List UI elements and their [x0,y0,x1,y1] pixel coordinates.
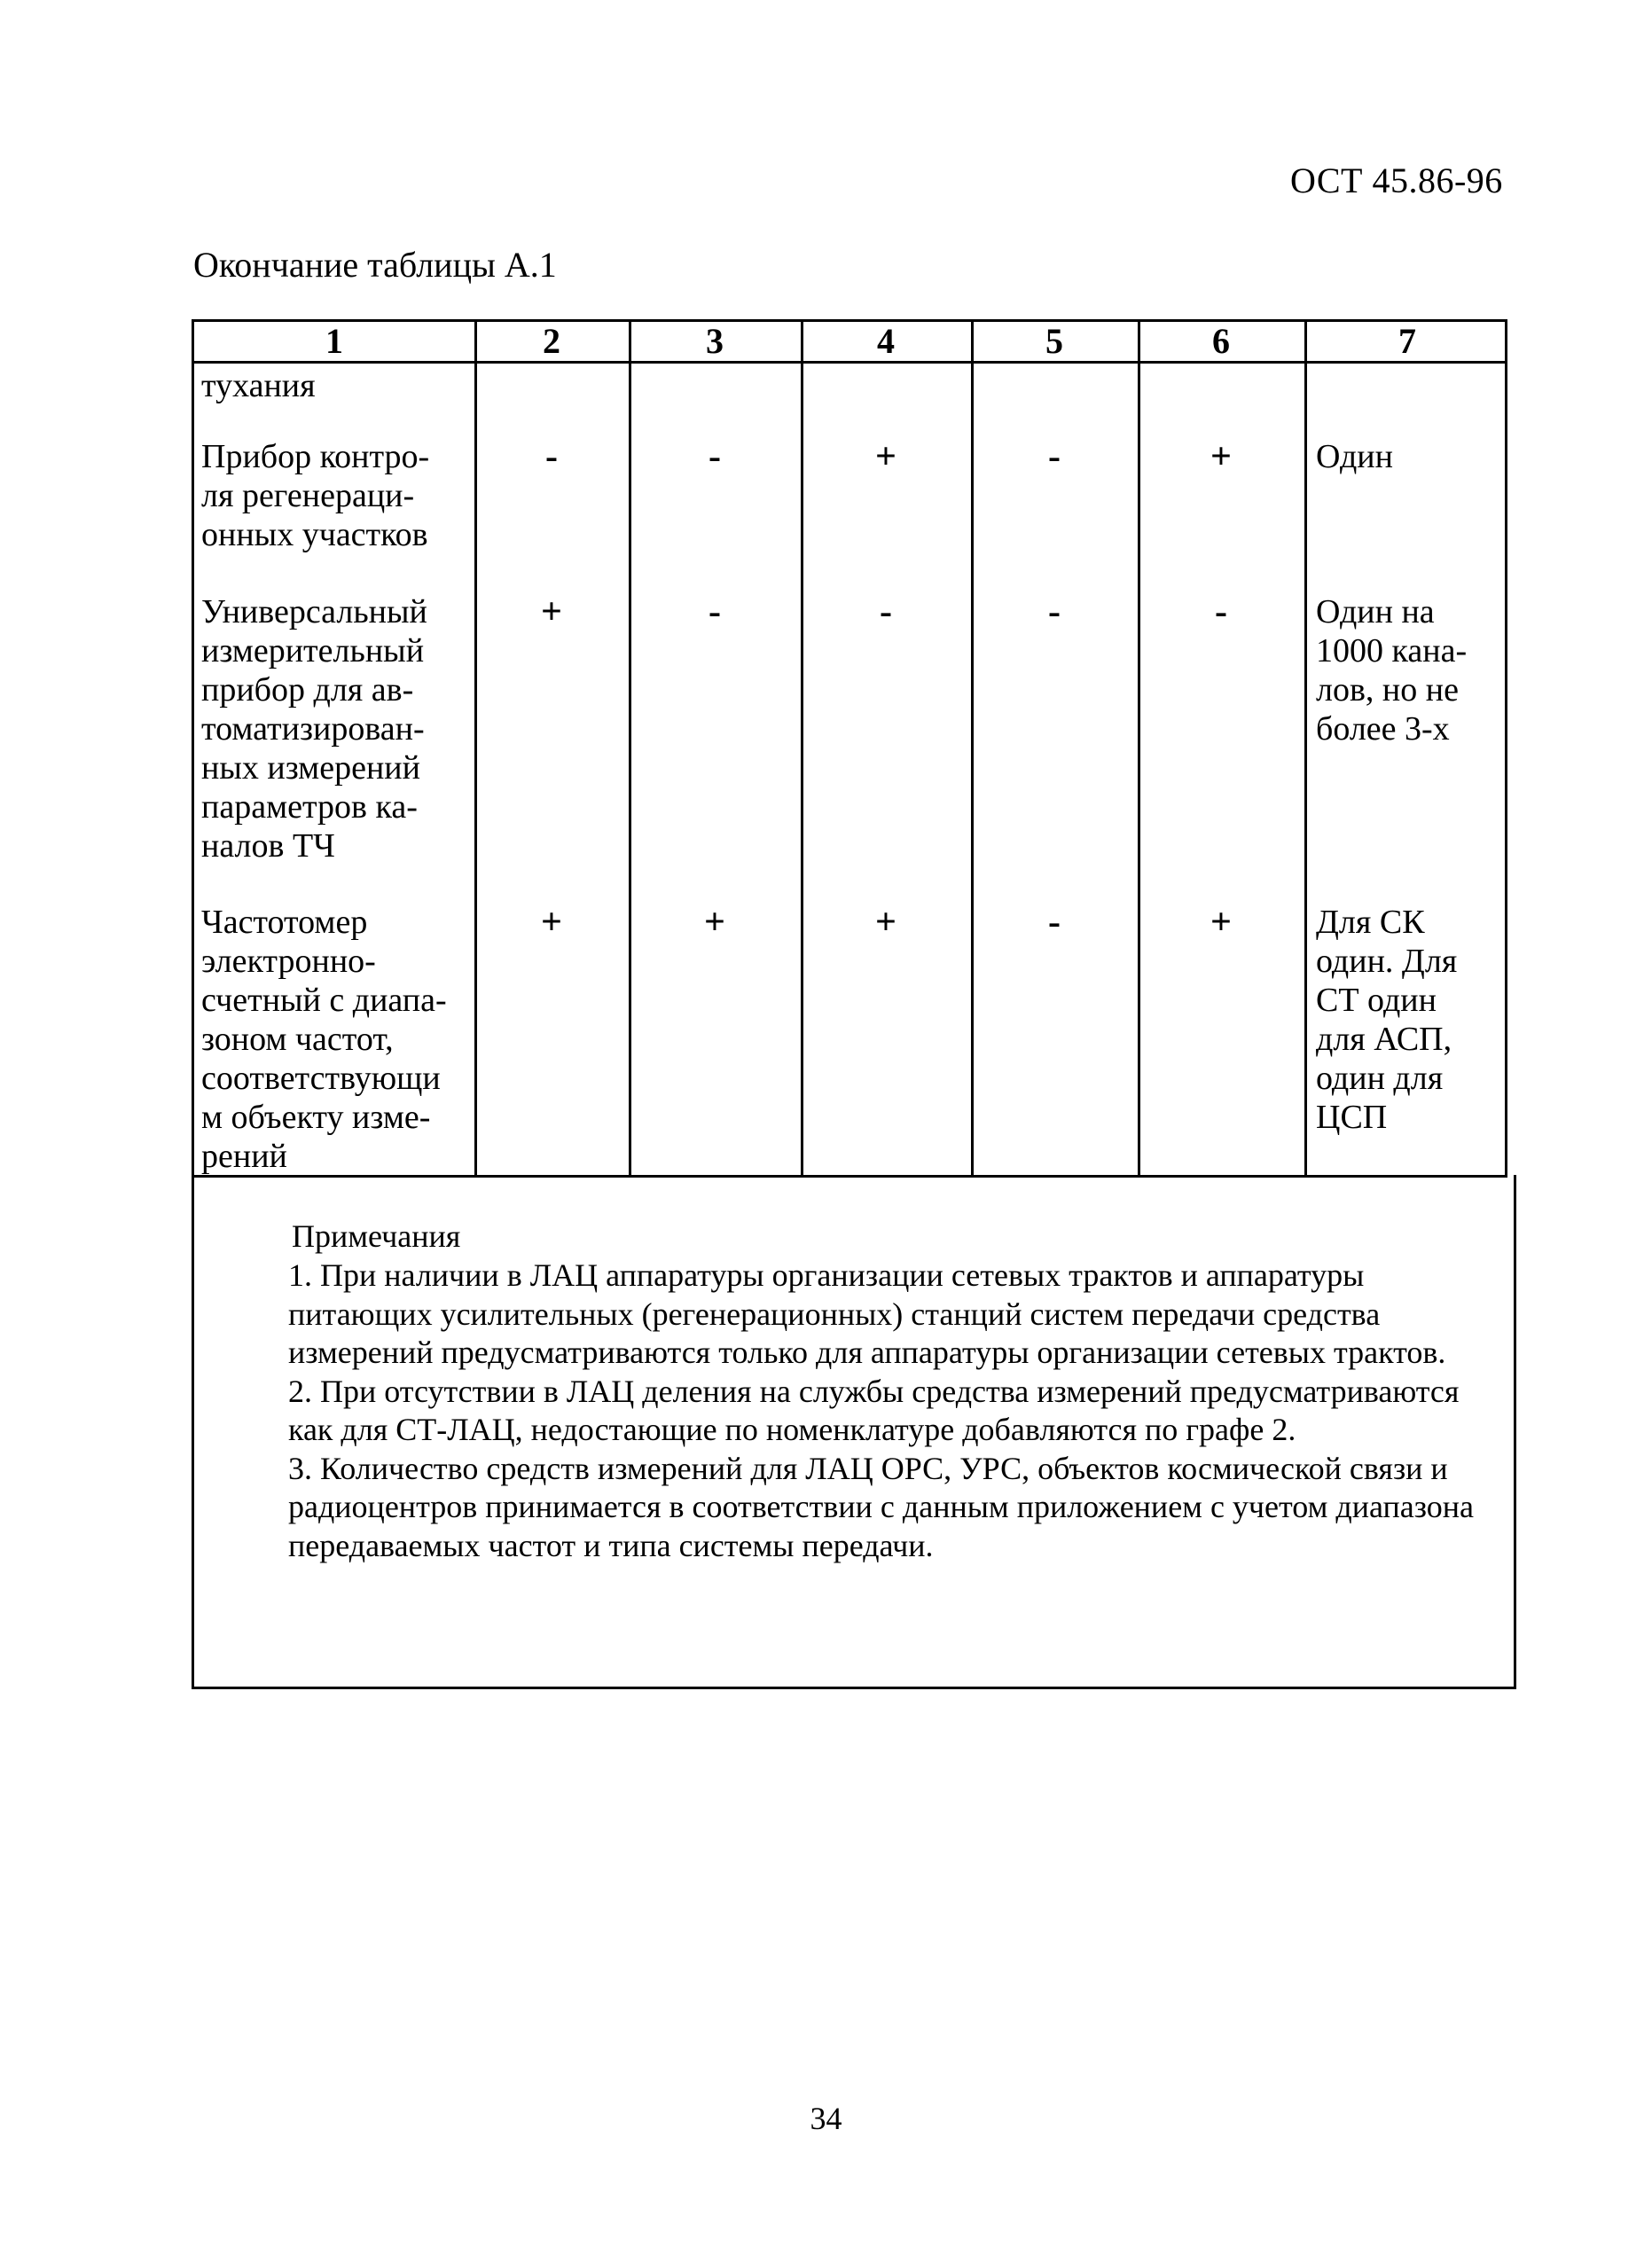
equipment-name-cell: тухания [201,367,316,404]
availability-mark: + [875,436,896,477]
note-item: 2. При отсутствии в ЛАЦ деления на службы средства измерений предусматриваются как для СТ-ЛАЦ, недостающие по номенклатуре добавляются по графе 2. [288,1373,1460,1447]
page-number: 34 [810,2101,842,2136]
availability-mark: + [1210,436,1232,477]
notes-list [288,1257,1494,1565]
header-divider [194,361,1505,364]
column-divider [1304,322,1307,1175]
table-continuation-caption: Окончание таблицы А.1 [193,245,557,285]
notes-box [192,1175,1516,1689]
availability-mark: - [1215,591,1227,632]
note-item: 1. При наличии в ЛАЦ аппаратуры организации сетевых трактов и аппаратуры питающих усилительных (регенерационных) станций систем передачи средства измерений предусматриваются только для аппаратуры организации сетевых трактов. [288,1257,1446,1370]
quantity-remark-cell: Один на 1000 кана- лов, но не более 3-х [1316,593,1468,748]
availability-mark: + [704,902,725,943]
column-number-header: 2 [543,321,560,361]
column-number-header: 3 [706,321,724,361]
column-number-header: 7 [1398,321,1416,361]
column-number-header: 6 [1212,321,1230,361]
availability-mark: - [1048,436,1061,477]
availability-mark: + [541,591,562,632]
quantity-remark-cell: Для СК один. Для СТ один для АСП, один для ЦСП [1316,904,1458,1136]
availability-mark: - [709,591,721,632]
column-number-header: 5 [1045,321,1063,361]
equipment-table [192,319,1507,1178]
availability-mark: - [1048,591,1061,632]
availability-mark: + [1210,902,1232,943]
availability-mark: - [545,436,558,477]
column-number-header: 1 [325,321,343,361]
notes-heading: Примечания [292,1218,461,1254]
column-number-header: 4 [877,321,895,361]
quantity-remark-cell: Один [1316,438,1393,475]
equipment-name-cell: Прибор контро- ля регенераци- онных участков [201,438,430,553]
availability-mark: + [875,902,896,943]
availability-mark: - [709,436,721,477]
document-code: ОСТ 45.86-96 [1290,160,1503,200]
note-item: 3. Количество средств измерений для ЛАЦ ОРС, УРС, объектов космической связи и радиоцентров принимается в соответствии с данным приложением с учетом диапазона передаваемых частот и типа системы передачи. [288,1450,1474,1563]
equipment-name-cell: Частотомер электронно- счетный с диапа- зоном частот, соответствующи м объекту изме- рений [201,904,447,1175]
availability-mark: + [541,902,562,943]
availability-mark: - [1048,902,1061,943]
equipment-name-cell: Универсальный измерительный прибор для ав- томатизирован- ных измерений параметров ка- налов ТЧ [201,593,427,865]
availability-mark: - [880,591,892,632]
